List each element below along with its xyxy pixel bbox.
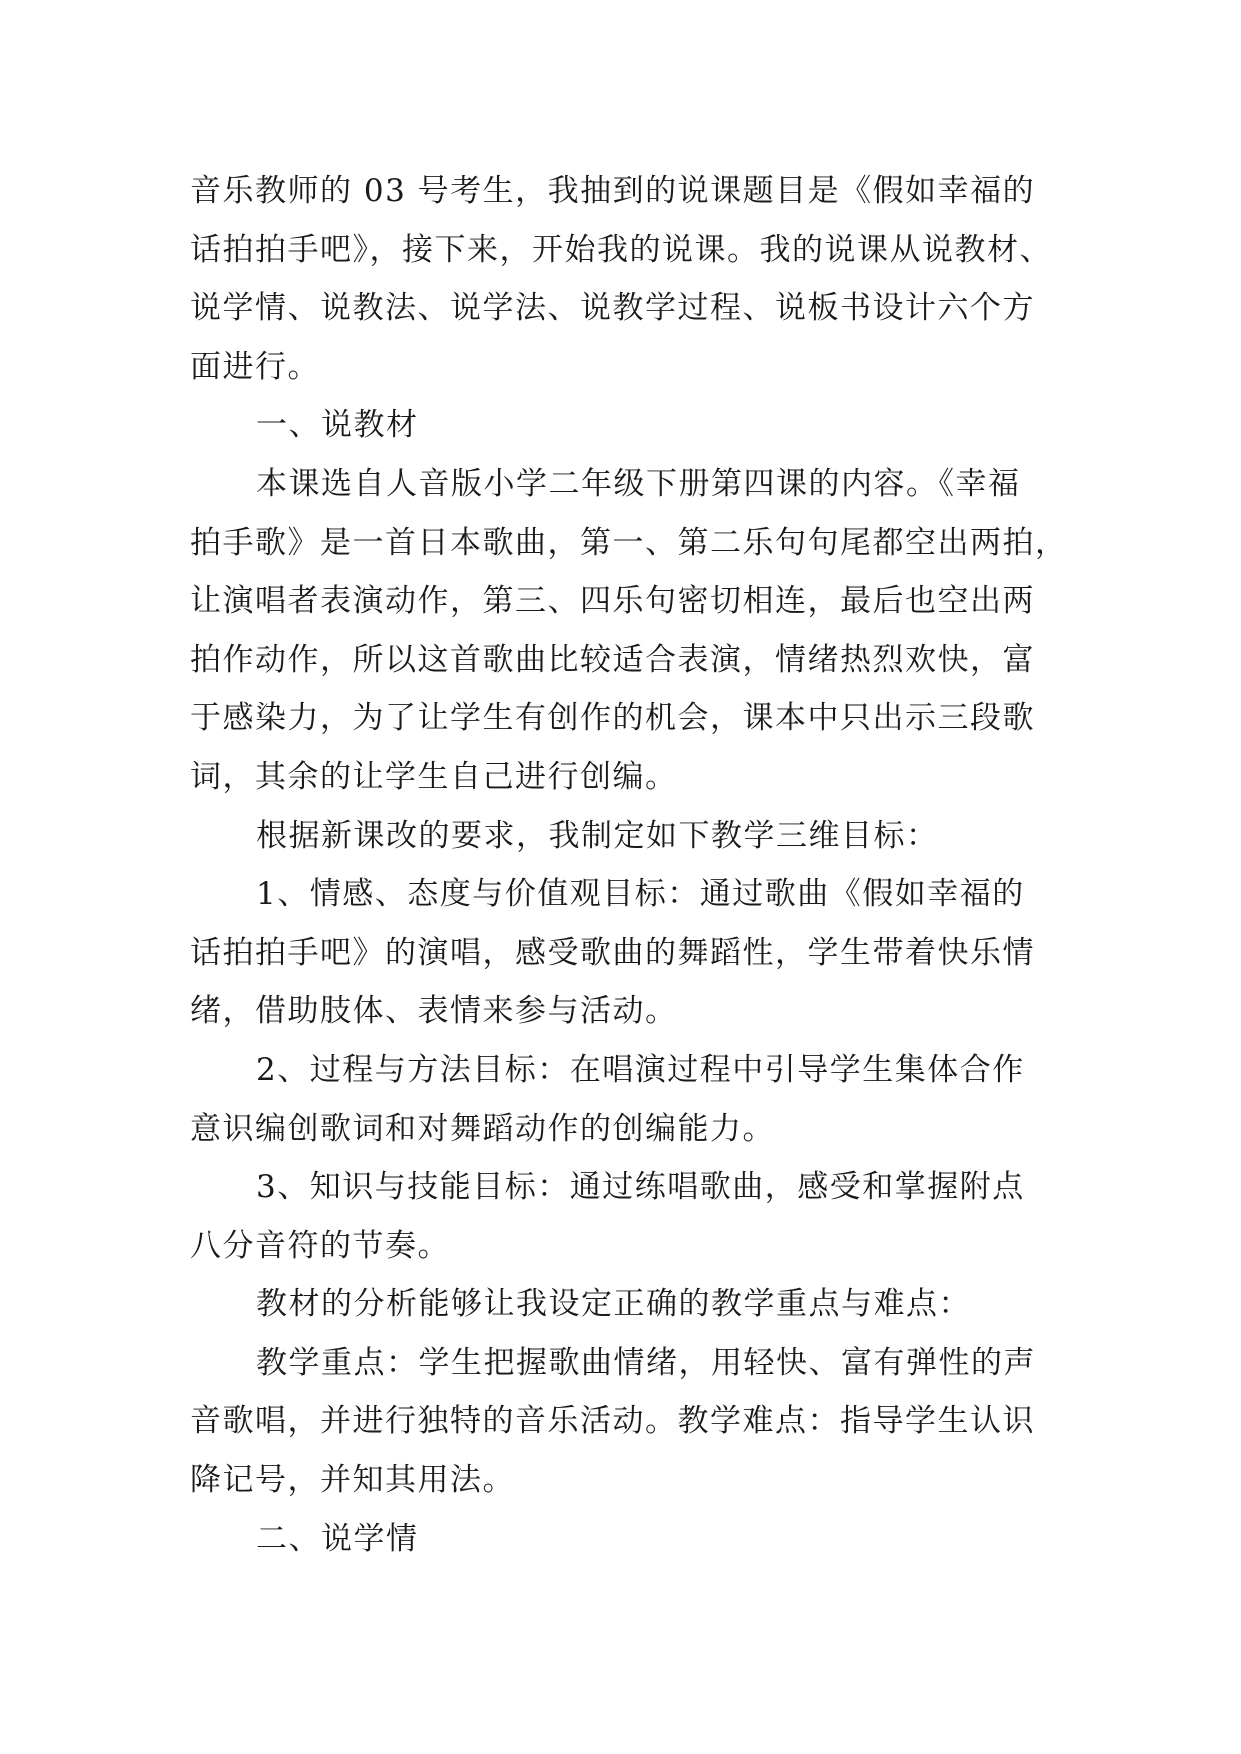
text-line: 教学重点：学生把握歌曲情绪，用轻快、富有弹性的声 <box>256 1344 1036 1381</box>
text-line: 说学情、说教法、说学法、说教学过程、说板书设计六个方 <box>190 290 1035 327</box>
text-line: 绪，借助肢体、表情来参与活动。 <box>190 993 678 1030</box>
paragraph-intro <box>190 162 1060 396</box>
heading-text: 二、说学情 <box>256 1520 419 1557</box>
paragraph-analysis <box>190 1275 1060 1334</box>
paragraph-goal-3 <box>190 1158 1060 1275</box>
text-line: 话拍拍手吧》的演唱，感受歌曲的舞蹈性，学生带着快乐情 <box>190 934 1035 971</box>
paragraph-goal-1 <box>190 865 1060 1041</box>
paragraph-textbook <box>190 455 1068 807</box>
section-heading-learners <box>190 1510 1060 1569</box>
document-body <box>190 162 1068 1568</box>
text-line: 本课选自人音版小学二年级下册第四课的内容。《幸福 <box>256 465 1021 502</box>
text-line: 2、过程与方法目标：在唱演过程中引导学生集体合作 <box>256 1051 1025 1088</box>
text-line: 3、知识与技能目标：通过练唱歌曲，感受和掌握附点 <box>256 1169 1025 1206</box>
text-line: 降记号，并知其用法。 <box>190 1462 515 1499</box>
section-heading-textbook <box>190 396 1060 455</box>
text-line: 面进行。 <box>190 348 320 385</box>
text-line: 教材的分析能够让我设定正确的教学重点与难点： <box>256 1286 971 1323</box>
text-line: 根据新课改的要求，我制定如下教学三维目标： <box>256 817 939 854</box>
text-line: 词，其余的让学生自己进行创编。 <box>190 758 678 795</box>
text-line: 音歌唱，并进行独特的音乐活动。教学难点：指导学生认识 <box>190 1403 1035 1440</box>
text-line: 意识编创歌词和对舞蹈动作的创编能力。 <box>190 1110 775 1147</box>
heading-text: 一、说教材 <box>256 407 419 444</box>
text-line: 拍手歌》是一首日本歌曲，第一、第二乐句句尾都空出两拍， <box>190 524 1068 561</box>
text-line: 拍作动作，所以这首歌曲比较适合表演，情绪热烈欢快，富 <box>190 641 1035 678</box>
text-line: 于感染力，为了让学生有创作的机会，课本中只出示三段歌 <box>190 700 1035 737</box>
paragraph-goals-intro <box>190 807 1060 866</box>
text-line: 音乐教师的 03 号考生，我抽到的说课题目是《假如幸福的 <box>190 173 1036 209</box>
text-line: 话拍拍手吧》，接下来，开始我的说课。我的说课从说教材、 <box>190 231 1052 268</box>
text-line: 让演唱者表演动作，第三、四乐句密切相连，最后也空出两 <box>190 583 1035 620</box>
paragraph-goal-2 <box>190 1041 1060 1158</box>
text-line: 1、情感、态度与价值观目标：通过歌曲《假如幸福的 <box>256 876 1025 913</box>
text-line: 八分音符的节奏。 <box>190 1227 450 1264</box>
paragraph-key-points <box>190 1334 1060 1510</box>
